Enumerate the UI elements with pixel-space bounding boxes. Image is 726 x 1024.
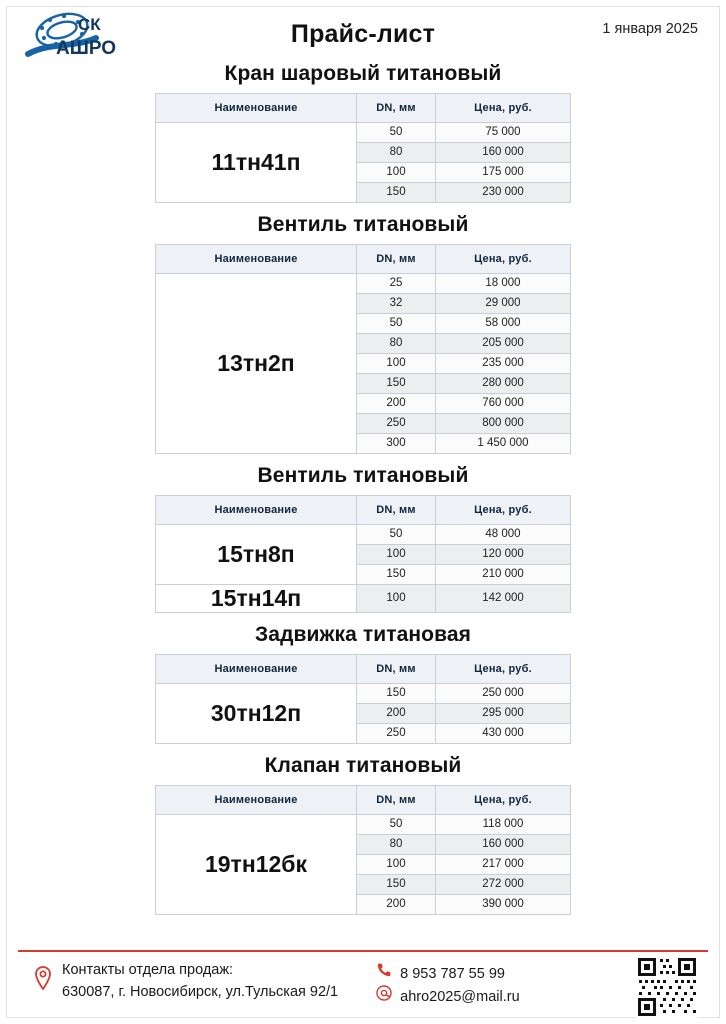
location-pin-icon bbox=[34, 966, 52, 995]
contact-text bbox=[62, 960, 338, 1004]
price-value: 800 000 bbox=[436, 414, 571, 434]
email-row[interactable] bbox=[376, 985, 520, 1008]
contacts-label: Контакты отдела продаж: bbox=[62, 962, 234, 978]
dn-value: 50 bbox=[357, 815, 436, 835]
table-row bbox=[156, 123, 571, 143]
dn-value: 150 bbox=[357, 374, 436, 394]
dn-value: 250 bbox=[357, 724, 436, 744]
phone-number[interactable]: 8 953 787 55 99 bbox=[400, 965, 505, 982]
table-header-row bbox=[156, 496, 571, 525]
phone-icon bbox=[376, 962, 392, 985]
dn-value: 80 bbox=[357, 835, 436, 855]
price-value: 1 450 000 bbox=[436, 434, 571, 454]
price-value: 58 000 bbox=[436, 314, 571, 334]
dn-value: 150 bbox=[357, 684, 436, 704]
price-tables bbox=[0, 60, 726, 942]
price-value: 118 000 bbox=[436, 815, 571, 835]
document-date: 1 января 2025 bbox=[602, 21, 698, 37]
table-row bbox=[156, 525, 571, 545]
price-table bbox=[155, 93, 571, 203]
dn-value: 25 bbox=[357, 274, 436, 294]
column-header-price: Цена, руб. bbox=[436, 496, 571, 525]
dn-value: 250 bbox=[357, 414, 436, 434]
table-header-row bbox=[156, 245, 571, 274]
section-title: Вентиль титановый bbox=[257, 464, 469, 487]
product-name: 13тн2п bbox=[156, 274, 357, 454]
table-header-row bbox=[156, 786, 571, 815]
column-header-price: Цена, руб. bbox=[436, 94, 571, 123]
product-name: 19тн12бк bbox=[156, 815, 357, 915]
price-value: 75 000 bbox=[436, 123, 571, 143]
svg-text:АШРО: АШРО bbox=[56, 38, 117, 59]
document-header bbox=[0, 0, 726, 60]
dn-value: 80 bbox=[357, 334, 436, 354]
price-value: 160 000 bbox=[436, 835, 571, 855]
column-header-name: Наименование bbox=[156, 94, 357, 123]
column-header-name: Наименование bbox=[156, 496, 357, 525]
document-footer bbox=[18, 950, 708, 1024]
dn-value: 50 bbox=[357, 314, 436, 334]
table-row bbox=[156, 585, 571, 613]
dn-value: 32 bbox=[357, 294, 436, 314]
price-value: 250 000 bbox=[436, 684, 571, 704]
section-klapan bbox=[26, 754, 700, 915]
column-header-name: Наименование bbox=[156, 245, 357, 274]
section-kran-sharovyy bbox=[26, 62, 700, 203]
table-header-row bbox=[156, 655, 571, 684]
column-header-dn: DN, мм bbox=[357, 94, 436, 123]
price-value: 160 000 bbox=[436, 143, 571, 163]
dn-value: 100 bbox=[357, 545, 436, 565]
email-address[interactable]: ahro2025@mail.ru bbox=[400, 988, 520, 1005]
price-value: 280 000 bbox=[436, 374, 571, 394]
price-value: 120 000 bbox=[436, 545, 571, 565]
price-value: 175 000 bbox=[436, 163, 571, 183]
column-header-price: Цена, руб. bbox=[436, 245, 571, 274]
price-value: 210 000 bbox=[436, 565, 571, 585]
page-title: Прайс-лист bbox=[290, 20, 436, 48]
column-header-price: Цена, руб. bbox=[436, 786, 571, 815]
price-value: 272 000 bbox=[436, 875, 571, 895]
dn-value: 100 bbox=[357, 354, 436, 374]
section-ventil-15tn bbox=[26, 464, 700, 613]
contact-details bbox=[376, 962, 520, 1009]
price-table bbox=[155, 244, 571, 454]
column-header-price: Цена, руб. bbox=[436, 655, 571, 684]
column-header-dn: DN, мм bbox=[357, 655, 436, 684]
dn-value: 150 bbox=[357, 183, 436, 203]
dn-value: 150 bbox=[357, 565, 436, 585]
table-row bbox=[156, 684, 571, 704]
company-address: 630087, г. Новосибирск, ул.Тульская 92/1 bbox=[62, 983, 339, 1000]
price-value: 142 000 bbox=[436, 585, 571, 613]
column-header-dn: DN, мм bbox=[357, 245, 436, 274]
section-title: Кран шаровый титановый bbox=[224, 62, 502, 85]
price-table bbox=[155, 495, 571, 613]
dn-value: 100 bbox=[357, 585, 436, 613]
product-name: 11тн41п bbox=[156, 123, 357, 203]
phone-row[interactable] bbox=[376, 962, 520, 985]
dn-value: 200 bbox=[357, 394, 436, 414]
column-header-dn: DN, мм bbox=[357, 786, 436, 815]
qr-code-icon[interactable] bbox=[636, 956, 698, 1018]
section-title: Клапан титановый bbox=[264, 754, 462, 777]
price-table bbox=[155, 654, 571, 744]
price-value: 29 000 bbox=[436, 294, 571, 314]
column-header-dn: DN, мм bbox=[357, 496, 436, 525]
dn-value: 50 bbox=[357, 123, 436, 143]
section-ventil-13tn2p bbox=[26, 213, 700, 454]
dn-value: 300 bbox=[357, 434, 436, 454]
section-title: Вентиль титановый bbox=[257, 213, 469, 236]
price-value: 18 000 bbox=[436, 274, 571, 294]
column-header-name: Наименование bbox=[156, 786, 357, 815]
column-header-name: Наименование bbox=[156, 655, 357, 684]
dn-value: 100 bbox=[357, 163, 436, 183]
price-value: 390 000 bbox=[436, 895, 571, 915]
dn-value: 100 bbox=[357, 855, 436, 875]
dn-value: 200 bbox=[357, 704, 436, 724]
table-row bbox=[156, 274, 571, 294]
dn-value: 80 bbox=[357, 143, 436, 163]
price-value: 760 000 bbox=[436, 394, 571, 414]
price-value: 230 000 bbox=[436, 183, 571, 203]
price-value: 217 000 bbox=[436, 855, 571, 875]
table-row bbox=[156, 815, 571, 835]
price-table bbox=[155, 785, 571, 915]
product-name: 15тн14п bbox=[156, 585, 357, 613]
dn-value: 200 bbox=[357, 895, 436, 915]
price-value: 235 000 bbox=[436, 354, 571, 374]
price-value: 205 000 bbox=[436, 334, 571, 354]
section-zadvizhka bbox=[26, 623, 700, 744]
svg-text:СК: СК bbox=[78, 15, 101, 34]
table-header-row bbox=[156, 94, 571, 123]
dn-value: 150 bbox=[357, 875, 436, 895]
contacts-block bbox=[18, 960, 338, 1004]
section-title: Задвижка титановая bbox=[255, 623, 471, 646]
dn-value: 50 bbox=[357, 525, 436, 545]
product-name: 30тн12п bbox=[156, 684, 357, 744]
price-value: 295 000 bbox=[436, 704, 571, 724]
mail-icon bbox=[376, 985, 392, 1008]
product-name: 15тн8п bbox=[156, 525, 357, 585]
price-value: 48 000 bbox=[436, 525, 571, 545]
price-value: 430 000 bbox=[436, 724, 571, 744]
